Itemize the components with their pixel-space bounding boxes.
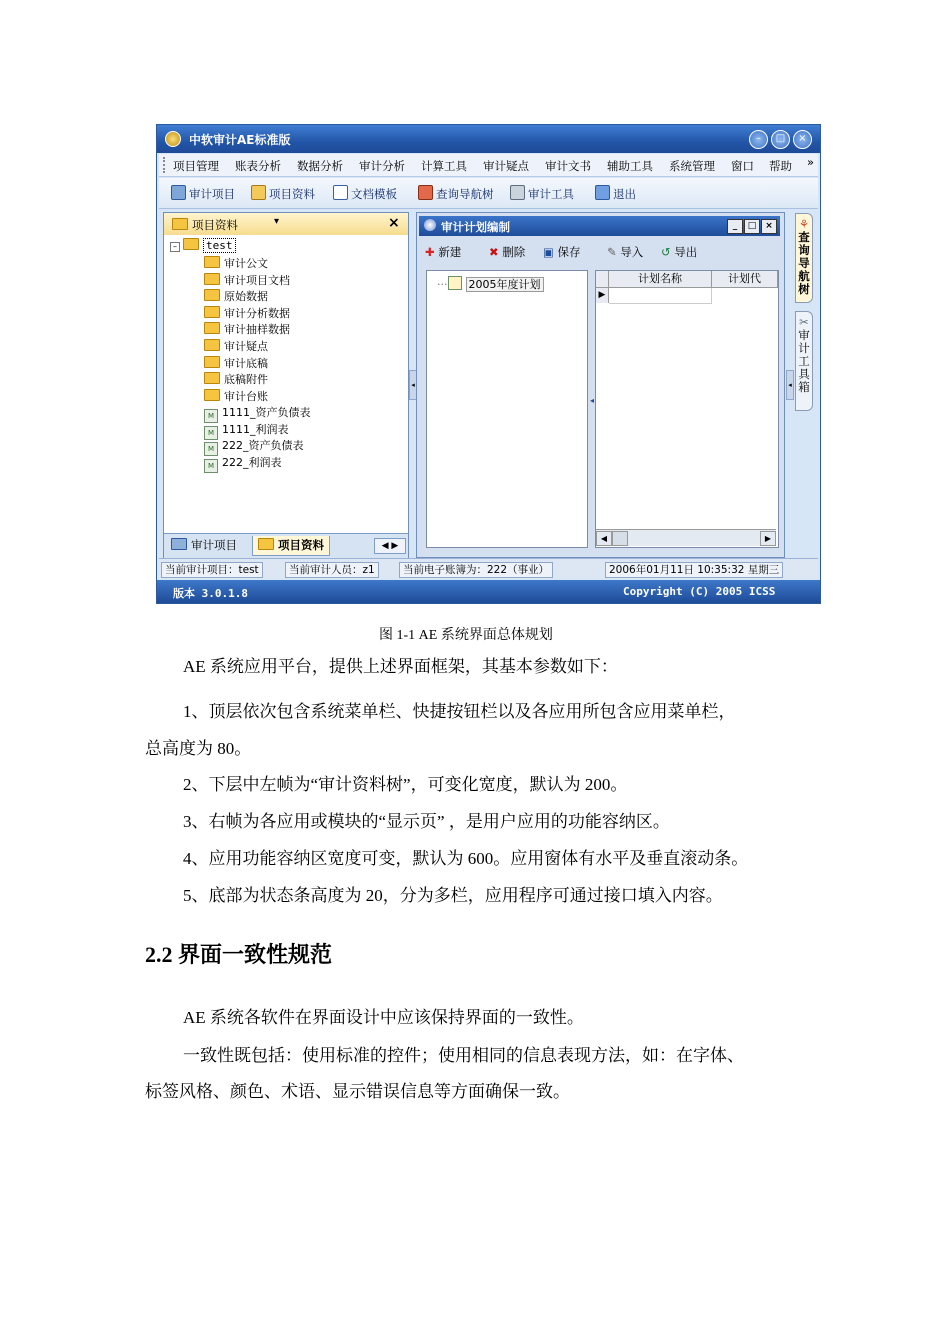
chevron-down-icon[interactable]: ▾ xyxy=(274,216,280,227)
menu-ledger-analysis[interactable]: 账表分析 xyxy=(235,159,281,173)
title-bar xyxy=(157,125,820,153)
folder-icon xyxy=(204,339,220,351)
save-button[interactable] xyxy=(543,244,581,260)
tree-item-label: 审计抽样数据 xyxy=(224,323,290,336)
menu-window[interactable]: 窗口 xyxy=(731,159,754,173)
panel-header xyxy=(164,213,408,235)
menu-audit-doubts[interactable]: 审计疑点 xyxy=(483,159,529,173)
toolbar-label: 查询导航树 xyxy=(436,187,494,201)
paragraph-2-line1: 一致性既包括：使用标准的控件；使用相同的信息表现方法，如：在字体、 xyxy=(183,1046,744,1065)
new-button[interactable] xyxy=(425,244,461,260)
toolbar-label: 退出 xyxy=(613,187,636,201)
list-item-1-line1: 1、顶层依次包含系统菜单栏、快捷按钮栏以及各应用所包含应用菜单栏， xyxy=(183,702,736,721)
grid-header-plan-code[interactable]: 计划代 xyxy=(712,271,778,288)
folder-icon xyxy=(204,322,220,334)
project-data-panel xyxy=(163,212,409,558)
list-item-2: 2、下层中左帧为“审计资料树”，可变化宽度，默认为 200。 xyxy=(183,775,628,794)
button-label: 新建 xyxy=(438,245,462,259)
button-label: 保存 xyxy=(557,245,581,259)
status-datetime: 2006年01月11日 10:35:32 星期三 xyxy=(605,562,783,578)
tree-folder[interactable] xyxy=(204,338,268,354)
side-tab-label: 查询导航树 xyxy=(798,230,810,296)
list-item-3: 3、右帧为各应用或模块的“显示页” ，是用户应用的功能容纳区。 xyxy=(183,812,670,831)
toolbar-doc-template-button[interactable] xyxy=(333,185,397,202)
side-tab-label: 审计工具箱 xyxy=(798,328,810,394)
status-bar xyxy=(159,558,818,579)
tree-root[interactable] xyxy=(170,238,236,252)
splitter-handle-icon[interactable]: ◂ xyxy=(786,370,794,400)
spreadsheet-icon: M xyxy=(204,426,218,440)
tree-item-label: 审计公文 xyxy=(224,257,268,270)
import-button[interactable] xyxy=(607,244,643,260)
paragraph-2-line2: 标签风格、颜色、术语、显示错误信息等方面确保一致。 xyxy=(145,1082,570,1101)
tree-folder[interactable] xyxy=(204,371,268,387)
status-current-ledger: 当前电子账簿为：222（事业） xyxy=(399,562,553,578)
folder-icon xyxy=(204,372,220,384)
tree-item-label: 底稿附件 xyxy=(224,373,268,386)
list-item-1-line2: 总高度为 80。 xyxy=(145,739,252,758)
folder-icon xyxy=(204,306,220,318)
toolbar-nav-tree-button[interactable] xyxy=(418,185,494,202)
tools-icon: ✂ xyxy=(799,315,809,329)
tree-root-label: test xyxy=(203,238,236,253)
folder-icon xyxy=(171,538,187,550)
row-indicator-icon: ▶ xyxy=(596,288,609,303)
plan-icon xyxy=(448,276,462,290)
minimize-icon[interactable]: _ xyxy=(727,219,743,234)
side-tab-audit-toolbox[interactable] xyxy=(795,311,813,411)
menu-grip xyxy=(163,157,168,173)
child-title-bar xyxy=(419,216,780,236)
status-current-auditor: 当前审计人员：z1 xyxy=(285,562,379,578)
grid-cell[interactable] xyxy=(609,288,712,304)
list-item-5: 5、底部为状态条高度为 20，分为多栏，应用程序可通过接口填入内容。 xyxy=(183,886,723,905)
tree-item-label: 审计项目文档 xyxy=(224,274,290,287)
menu-audit-analysis[interactable]: 审计分析 xyxy=(359,159,405,173)
splitter-handle-icon[interactable]: ◂ xyxy=(409,370,417,400)
spreadsheet-icon: M xyxy=(204,459,218,473)
toolbar-label: 审计工具 xyxy=(528,187,574,201)
org-tree-icon xyxy=(418,185,433,200)
folder-icon xyxy=(204,273,220,285)
maximize-icon[interactable]: □ xyxy=(771,130,790,149)
export-button[interactable] xyxy=(661,244,697,260)
menu-calc-tools[interactable]: 计算工具 xyxy=(421,159,467,173)
tree-item-label: 222_利润表 xyxy=(222,456,282,469)
tree-item-label: 1111_资产负债表 xyxy=(222,406,311,419)
plan-tree-label: 2005年度计划 xyxy=(466,277,544,292)
tree-item-label: 审计分析数据 xyxy=(224,307,290,320)
tree-item-label: 审计疑点 xyxy=(224,340,268,353)
menu-system[interactable]: 系统管理 xyxy=(669,159,715,173)
export-icon: ↺ xyxy=(661,245,671,259)
scroll-thumb[interactable] xyxy=(612,531,628,546)
tree-folder[interactable] xyxy=(204,272,290,288)
version-bar xyxy=(157,580,820,603)
button-label: 导入 xyxy=(620,245,644,259)
status-current-project: 当前审计项目：test xyxy=(161,562,263,578)
maximize-icon[interactable]: □ xyxy=(744,219,760,234)
folder-icon xyxy=(204,356,220,368)
folder-icon xyxy=(204,256,220,268)
side-tab-nav-tree[interactable] xyxy=(795,213,813,303)
window-title: 中软审计AE标准版 xyxy=(189,133,291,147)
close-icon[interactable]: × xyxy=(793,130,812,149)
import-icon: ✎ xyxy=(607,245,617,259)
app-window-screenshot xyxy=(156,124,821,604)
folder-icon xyxy=(183,238,199,250)
grid-header-plan-name[interactable]: 计划名称 xyxy=(609,271,712,288)
tree-item-label: 审计底稿 xyxy=(224,357,268,370)
toolbar-label: 项目资料 xyxy=(269,187,315,201)
button-label: 删除 xyxy=(502,245,526,259)
menu-data-analysis[interactable]: 数据分析 xyxy=(297,159,343,173)
tab-audit-project[interactable] xyxy=(166,536,242,555)
toolbar-audit-tools-button[interactable] xyxy=(510,185,574,202)
panel-title: 项目资料 xyxy=(192,218,238,232)
collapse-icon[interactable]: – xyxy=(170,242,180,252)
audit-plan-window xyxy=(416,212,785,558)
child-toolbar xyxy=(419,239,780,263)
add-icon: ✚ xyxy=(425,245,435,259)
org-tree-icon: ⚘ xyxy=(798,217,810,231)
tree-folder[interactable] xyxy=(204,355,268,371)
paragraph-1: AE 系统各软件在界面设计中应该保持界面的一致性。 xyxy=(183,1008,584,1027)
close-icon[interactable]: × xyxy=(761,219,777,234)
plan-tree-item[interactable] xyxy=(437,276,544,292)
button-label: 导出 xyxy=(674,245,698,259)
menu-bar xyxy=(159,154,818,177)
intro-paragraph: AE 系统应用平台，提供上述界面框架，其基本参数如下： xyxy=(183,657,618,676)
toolbar-label: 审计项目 xyxy=(189,187,235,201)
grid-corner xyxy=(596,271,609,288)
menu-project[interactable]: 项目管理 xyxy=(173,159,219,173)
clipboard-icon xyxy=(258,538,274,550)
tree-folder[interactable] xyxy=(204,255,268,271)
tree-item-label: 审计台账 xyxy=(224,390,268,403)
panel-tabs xyxy=(164,533,408,558)
spreadsheet-icon: M xyxy=(204,409,218,423)
section-heading: 2.2 界面一致性规范 xyxy=(145,942,333,967)
figure-caption: 图 1-1 AE 系统界面总体规划 xyxy=(379,628,553,643)
tree-item-label: 222_资产负债表 xyxy=(222,439,304,452)
delete-button[interactable] xyxy=(489,244,525,260)
plan-grid xyxy=(595,270,779,548)
clipboard-icon xyxy=(251,185,266,200)
folder-icon xyxy=(204,289,220,301)
scroll-left-icon[interactable]: ◀ xyxy=(596,531,612,546)
tab-label: 审计项目 xyxy=(191,538,237,552)
menu-aux-tools[interactable]: 辅助工具 xyxy=(607,159,653,173)
scroll-right-icon[interactable]: ▶ xyxy=(760,531,776,546)
horizontal-scrollbar[interactable] xyxy=(596,529,776,546)
folder-icon xyxy=(171,185,186,200)
exit-icon xyxy=(595,185,610,200)
version-label: 版本 3.0.1.8 xyxy=(173,587,248,600)
folder-icon xyxy=(204,389,220,401)
tree-connector: ··· xyxy=(437,278,448,291)
menu-overflow-icon[interactable]: » xyxy=(807,155,815,169)
list-item-4: 4、应用功能容纳区宽度可变，默认为 600。应用窗体有水平及垂直滚动条。 xyxy=(183,849,749,868)
clipboard-icon xyxy=(172,218,188,230)
spreadsheet-icon: M xyxy=(204,442,218,456)
tree-folder[interactable] xyxy=(204,305,290,321)
quick-toolbar xyxy=(159,178,818,209)
tools-icon xyxy=(510,185,525,200)
copyright-label: Copyright (C) 2005 ICSS xyxy=(623,585,776,598)
toolbar-audit-project-button[interactable] xyxy=(171,185,235,202)
tab-scroll-arrows-icon[interactable]: ◀ ▶ xyxy=(374,538,406,554)
toolbar-project-data-button[interactable] xyxy=(251,185,315,202)
tree-folder[interactable] xyxy=(204,388,268,404)
tree-item-label: 1111_利润表 xyxy=(222,423,289,436)
splitter-handle-icon[interactable]: ◂ xyxy=(590,396,595,405)
delete-icon: ✖ xyxy=(489,245,499,259)
tree-folder[interactable] xyxy=(204,321,290,337)
minimize-icon[interactable]: – xyxy=(749,130,768,149)
child-window-title: 审计计划编制 xyxy=(441,220,510,234)
plan-tree xyxy=(426,270,588,548)
app-logo-icon xyxy=(165,131,181,147)
menu-audit-docs[interactable]: 审计文书 xyxy=(545,159,591,173)
menu-help[interactable]: 帮助 xyxy=(769,159,792,173)
document-icon xyxy=(333,185,348,200)
tree-item-label: 原始数据 xyxy=(224,290,268,303)
tree-folder[interactable] xyxy=(204,288,268,304)
window-icon xyxy=(424,219,436,231)
toolbar-exit-button[interactable] xyxy=(595,185,636,202)
tab-label: 项目资料 xyxy=(278,538,324,552)
save-icon: ▣ xyxy=(543,245,554,259)
tab-project-data[interactable] xyxy=(252,536,330,556)
close-panel-button[interactable]: × xyxy=(388,215,400,231)
tree-file[interactable] xyxy=(204,454,282,473)
toolbar-label: 文档模板 xyxy=(351,187,397,201)
